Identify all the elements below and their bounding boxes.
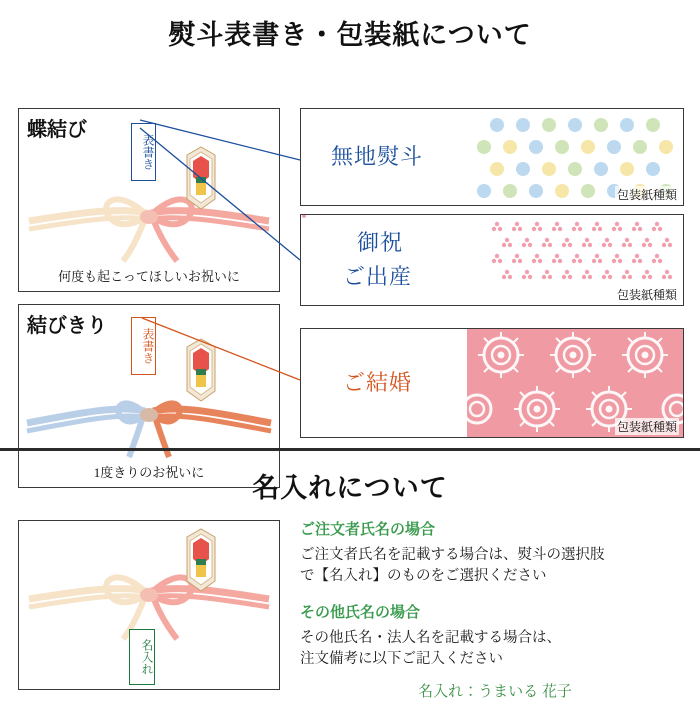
section-title-noshi: 熨斗表書き・包装紙について bbox=[168, 20, 532, 50]
wrapping-note-1: 包装紙種類 bbox=[616, 188, 677, 202]
naire-body-other-line1: その他氏名・法人名を記載する場合は、 bbox=[300, 630, 561, 647]
naire-text-area bbox=[300, 518, 690, 701]
naire-sample-text: 名入れ：うまいる 花子 bbox=[418, 684, 572, 701]
wrapping-text-oiwai: 御祝 bbox=[357, 230, 404, 255]
wrapping-box-muji bbox=[300, 108, 684, 206]
wrapping-text-kekkon: ご結婚 bbox=[343, 370, 413, 395]
noshi-card-caption-2: 1度きりのお祝いに bbox=[93, 465, 205, 480]
wrapping-text-muji: 無地熨斗 bbox=[331, 144, 424, 169]
section-title-naire: 名入れについて bbox=[252, 473, 448, 503]
noshi-card-label: 蝶結び bbox=[27, 119, 87, 141]
naire-body-orderer-line1: ご注文者氏名を記載する場合は、熨斗の選択肢 bbox=[300, 547, 605, 563]
naire-card bbox=[18, 520, 280, 690]
wrapping-note-2: 包装紙種類 bbox=[616, 288, 677, 302]
noshi-card-label-2: 結びきり bbox=[27, 315, 107, 337]
wrapping-box-kekkon bbox=[300, 328, 684, 438]
wrapping-text-goshussan: ご出産 bbox=[343, 264, 413, 289]
wrapping-box-oiwai bbox=[300, 214, 684, 306]
naire-heading-other: その他氏名の場合 bbox=[300, 605, 421, 622]
noshi-card-caption: 何度も起こってほしいお祝いに bbox=[58, 269, 240, 284]
wrapping-note-3: 包装紙種類 bbox=[616, 420, 677, 434]
omotegaki-box-musubikiri: 表書き bbox=[131, 317, 156, 375]
naire-box: 名入れ bbox=[129, 629, 155, 685]
naire-heading-orderer: ご注文者氏名の場合 bbox=[300, 522, 436, 538]
omotegaki-box-chomusubi: 表書き bbox=[131, 123, 156, 181]
naire-body-other-line2: 注文備考に以下ご記入ください bbox=[300, 651, 503, 668]
naire-body-orderer-line2: で【名入れ】のものをご選択ください bbox=[300, 568, 547, 585]
section-divider bbox=[0, 448, 700, 451]
